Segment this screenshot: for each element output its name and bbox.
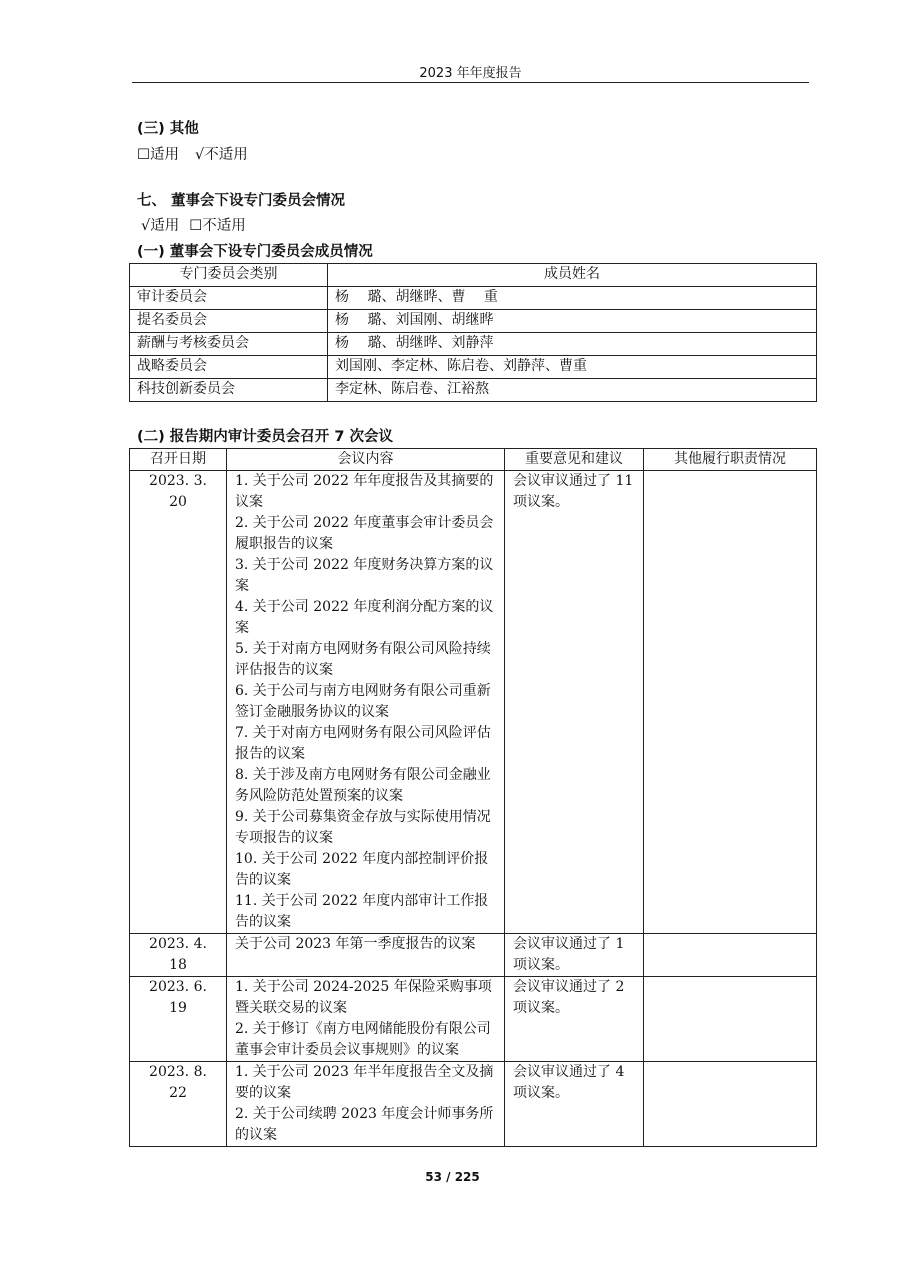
agenda-item: 关于公司 2023 年第一季度报告的议案 bbox=[235, 936, 476, 952]
report-header: 2023 年年度报告 bbox=[419, 66, 522, 81]
table-row bbox=[130, 379, 817, 402]
meeting-opinion: 会议审议通过了 4 项议案。 bbox=[505, 1062, 644, 1147]
agenda-item: 5. 关于对南方电网财务有限公司风险持续评估报告的议案 bbox=[235, 641, 491, 678]
committee-category: 审计委员会 bbox=[130, 287, 328, 310]
agenda-item: 2. 关于公司续聘 2023 年度会计师事务所的议案 bbox=[235, 1106, 494, 1143]
audit-meetings-table bbox=[129, 448, 817, 1147]
committee-members: 刘国刚、李定林、陈启卷、刘静萍、曹重 bbox=[328, 356, 817, 379]
meeting-content bbox=[227, 934, 505, 977]
agenda-item: 1. 关于公司 2022 年年度报告及其摘要的议案 bbox=[235, 473, 494, 510]
table-row bbox=[130, 310, 817, 333]
agenda-item: 11. 关于公司 2022 年度内部审计工作报告的议案 bbox=[235, 893, 489, 930]
agenda-item: 9. 关于公司募集资金存放与实际使用情况专项报告的议案 bbox=[235, 809, 491, 846]
agenda-item: 7. 关于对南方电网财务有限公司风险评估报告的议案 bbox=[235, 725, 491, 762]
committee-category: 战略委员会 bbox=[130, 356, 328, 379]
table-row bbox=[130, 934, 817, 977]
column-header: 召开日期 bbox=[130, 449, 227, 471]
section-other-options bbox=[137, 143, 248, 164]
meeting-date: 2023. 4. 18 bbox=[130, 934, 227, 977]
meeting-opinion: 会议审议通过了 2 项议案。 bbox=[505, 977, 644, 1062]
agenda-item: 8. 关于涉及南方电网财务有限公司金融业务风险防范处置预案的议案 bbox=[235, 767, 491, 804]
table-row bbox=[130, 977, 817, 1062]
agenda-item: 2. 关于公司 2022 年度董事会审计委员会履职报告的议案 bbox=[235, 515, 494, 552]
agenda-item: 2. 关于修订《南方电网储能股份有限公司董事会审计委员会议事规则》的议案 bbox=[235, 1021, 491, 1058]
meeting-other-duties bbox=[644, 471, 817, 934]
meeting-content bbox=[227, 1062, 505, 1147]
meeting-other-duties bbox=[644, 934, 817, 977]
option-not-applicable: ☐不适用 bbox=[189, 218, 246, 234]
committee-members: 李定林、陈启卷、江裕熬 bbox=[328, 379, 817, 402]
option-applicable: √适用 bbox=[141, 218, 180, 234]
meeting-content bbox=[227, 471, 505, 934]
agenda-item: 3. 关于公司 2022 年度财务决算方案的议案 bbox=[235, 557, 494, 594]
agenda-item: 1. 关于公司 2023 年半年度报告全文及摘要的议案 bbox=[235, 1064, 494, 1101]
meeting-opinion: 会议审议通过了 11 项议案。 bbox=[505, 471, 644, 934]
option-applicable: ☐适用 bbox=[137, 147, 179, 163]
column-header: 专门委员会类别 bbox=[130, 264, 328, 287]
column-header: 会议内容 bbox=[227, 449, 505, 471]
table-row bbox=[130, 471, 817, 934]
column-header: 重要意见和建议 bbox=[505, 449, 644, 471]
committee-members: 杨 璐、胡继晔、曹 重 bbox=[328, 287, 817, 310]
meeting-content bbox=[227, 977, 505, 1062]
table-row bbox=[130, 333, 817, 356]
committee-category: 科技创新委员会 bbox=[130, 379, 328, 402]
agenda-item: 1. 关于公司 2024-2025 年保险采购事项暨关联交易的议案 bbox=[235, 979, 492, 1016]
meeting-opinion: 会议审议通过了 1 项议案。 bbox=[505, 934, 644, 977]
table-header-row bbox=[130, 449, 817, 471]
option-not-applicable: √不适用 bbox=[195, 147, 248, 163]
members-section-heading: (一) 董事会下设专门委员会成员情况 bbox=[137, 244, 373, 260]
column-header: 成员姓名 bbox=[328, 264, 817, 287]
committee-category: 提名委员会 bbox=[130, 310, 328, 333]
header-rule bbox=[132, 82, 809, 83]
column-header: 其他履行职责情况 bbox=[644, 449, 817, 471]
table-header-row bbox=[130, 264, 817, 287]
committee-category: 薪酬与考核委员会 bbox=[130, 333, 328, 356]
table-row bbox=[130, 356, 817, 379]
committee-members: 杨 璐、刘国刚、胡继晔 bbox=[328, 310, 817, 333]
table-row bbox=[130, 287, 817, 310]
agenda-item: 4. 关于公司 2022 年度利润分配方案的议案 bbox=[235, 599, 494, 636]
meeting-date: 2023. 6. 19 bbox=[130, 977, 227, 1062]
table-row bbox=[130, 1062, 817, 1147]
meeting-other-duties bbox=[644, 1062, 817, 1147]
agenda-item: 6. 关于公司与南方电网财务有限公司重新签订金融服务协议的议案 bbox=[235, 683, 491, 720]
page-number: 53 / 225 bbox=[425, 1170, 480, 1184]
section-other-heading: (三) 其他 bbox=[137, 121, 199, 137]
committee-members: 杨 璐、胡继晔、刘静萍 bbox=[328, 333, 817, 356]
meeting-other-duties bbox=[644, 977, 817, 1062]
committee-members-table bbox=[129, 263, 817, 402]
meeting-date: 2023. 3. 20 bbox=[130, 471, 227, 934]
agenda-item: 10. 关于公司 2022 年度内部控制评价报告的议案 bbox=[235, 851, 489, 888]
audit-meetings-heading: (二) 报告期内审计委员会召开 7 次会议 bbox=[137, 429, 393, 445]
meeting-date: 2023. 8. 22 bbox=[130, 1062, 227, 1147]
section-seven-options bbox=[141, 214, 246, 235]
section-seven-heading: 七、 董事会下设专门委员会情况 bbox=[137, 193, 346, 209]
